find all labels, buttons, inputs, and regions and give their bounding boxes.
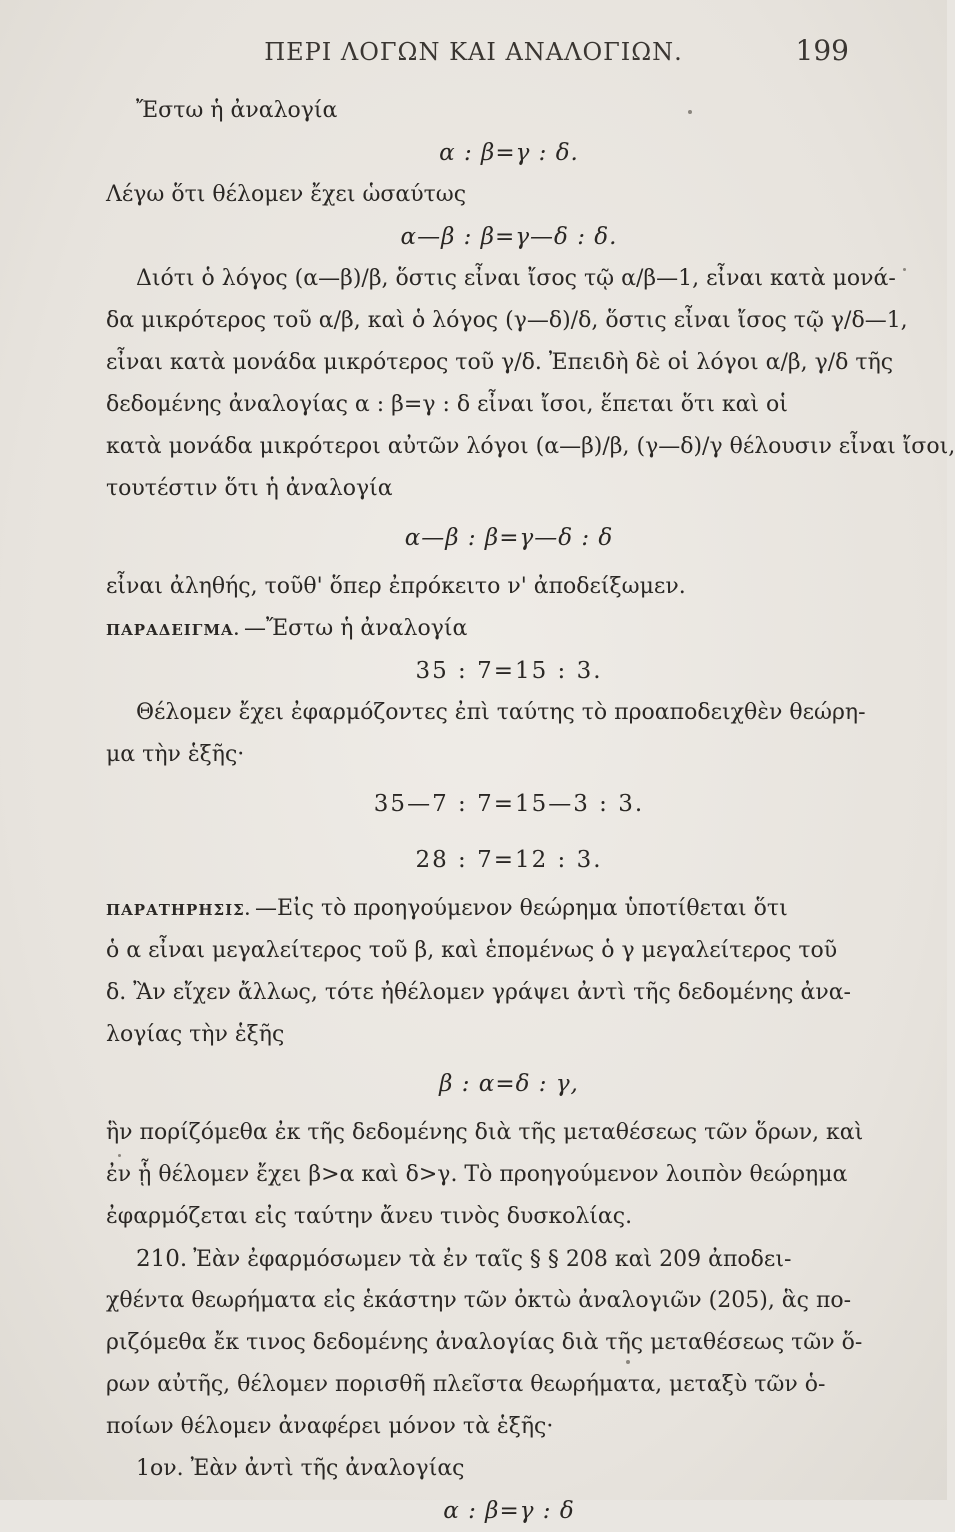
remark-label: ΠΑΡΑΤΗΡΗΣΙΣ. <box>106 901 251 919</box>
text-line: ἐφαρμόζεται εἰς ταύτην ἄνευ τινὸς δυσκολίας. <box>106 1204 633 1229</box>
text-line: εἶναι ἀληθής, τοῦθ' ὅπερ ἐπρόκειτο ν' ἀποδείξωμεν. <box>106 574 686 599</box>
proportion-equation: α—β : β=γ—δ : δ <box>404 525 614 551</box>
text-line: Θέλομεν ἔχει ἐφαρμόζοντες ἐπὶ ταύτης τὸ προαποδειχθὲν θεώρη- <box>136 700 866 725</box>
proportion-equation: α—β : β=γ—δ : δ. <box>400 224 618 250</box>
text-line: δ. Ἂν εἴχεν ἄλλως, τότε ἠθέλομεν γράψει ἀντὶ τῆς δεδομένης ἀνα- <box>106 980 851 1005</box>
ink-speck <box>688 110 692 114</box>
numeric-equation: 28 : 7=12 : 3. <box>415 847 603 873</box>
running-head: ΠΕΡΙ ΛΟΓΩΝ ΚΑΙ ΑΝΑΛΟΓΙΩΝ. <box>264 38 683 66</box>
text-line: χθέντα θεωρήματα εἰς ἑκάστην τῶν ὀκτὼ ἀναλογιῶν (205), ἃς πο- <box>106 1288 852 1313</box>
remark-heading-line <box>106 888 852 930</box>
text-span: —Ἔστω ἡ ἀναλογία <box>243 616 468 641</box>
text-line: δα μικρότερος τοῦ α/β, καὶ ὁ λόγος (γ—δ)/δ, ὅστις εἶναι ἴσος τῷ γ/δ—1, <box>106 308 908 333</box>
section-number: 210. <box>136 1246 188 1272</box>
text-line: ὁ α εἶναι μεγαλείτερος τοῦ β, καὶ ἑπομένως ὁ γ μεγαλείτερος τοῦ <box>106 938 838 963</box>
text-line: λογίας τὴν ἑξῆς <box>106 1022 285 1047</box>
text-line: ρων αὐτῆς, θέλομεν πορισθῆ πλεῖστα θεωρήματα, μεταξὺ τῶν ὁ- <box>106 1372 826 1397</box>
proportion-equation: α : β=γ : δ <box>443 1498 575 1524</box>
numeric-equation: 35—7 : 7=15—3 : 3. <box>373 791 645 817</box>
text-line: ἣν πορίζόμεθα ἐκ τῆς δεδομένης διὰ τῆς μεταθέσεως τῶν ὅρων, καὶ <box>106 1120 864 1145</box>
proportion-equation: α : β=γ : δ. <box>439 140 579 166</box>
ink-speck <box>118 1154 121 1157</box>
text-line: ριζόμεθα ἔκ τινος δεδομένης ἀναλογίας διὰ τῆς μεταθέσεως τῶν ὅ- <box>106 1330 863 1355</box>
numeric-equation: 35 : 7=15 : 3. <box>415 658 603 684</box>
page-number: 199 <box>795 34 849 67</box>
text-line: ἐν ᾗ θέλομεν ἔχει β>α καὶ δ>γ. Τὸ προηγούμενον λοιπὸν θεώρημα <box>106 1162 848 1187</box>
text-line: εἶναι κατὰ μονάδα μικρότερος τοῦ γ/δ. Ἐπειδὴ δὲ οἱ λόγοι α/β, γ/δ τῆς <box>106 350 894 375</box>
example-label: ΠΑΡΑΔΕΙΓΜΑ. <box>106 621 240 639</box>
ink-speck <box>903 268 906 271</box>
text-span: —Εἰς τὸ προηγούμενον θεώρημα ὑποτίθεται ὅτι <box>254 896 788 921</box>
text-line: μα τὴν ἑξῆς· <box>106 742 245 767</box>
text-line: δεδομένης ἀναλογίας α : β=γ : δ εἶναι ἴσοι, ἕπεται ὅτι καὶ οἱ <box>106 392 788 417</box>
section-line <box>106 1238 852 1280</box>
example-heading-line <box>106 608 852 650</box>
text-line: Λέγω ὅτι θέλομεν ἔχει ὡσαύτως <box>106 182 467 207</box>
text-line: 1ον. Ἐὰν ἀντὶ τῆς ἀναλογίας <box>136 1456 465 1481</box>
text-line: Διότι ὁ λόγος (α—β)/β, ὅστις εἶναι ἴσος τῷ α/β—1, εἶναι κατὰ μονά- <box>136 266 896 291</box>
text-line: Ἔστω ἡ ἀναλογία <box>136 98 338 123</box>
text-span: Ἐὰν ἐφαρμόσωμεν τὰ ἐν ταῖς § § 208 καὶ 209 ἀποδει- <box>193 1247 792 1272</box>
proportion-equation: β : α=δ : γ, <box>439 1071 579 1097</box>
ink-speck <box>626 1360 630 1364</box>
page-header <box>0 34 947 74</box>
page-body <box>106 90 955 1532</box>
text-line: τουτέστιν ὅτι ἡ ἀναλογία <box>106 476 393 501</box>
text-line: ποίων θέλομεν ἀναφέρει μόνον τὰ ἑξῆς· <box>106 1414 554 1439</box>
text-line: κατὰ μονάδα μικρότεροι αὐτῶν λόγοι (α—β)/β, (γ—δ)/γ θέλουσιν εἶναι ἴσοι, <box>106 434 955 459</box>
